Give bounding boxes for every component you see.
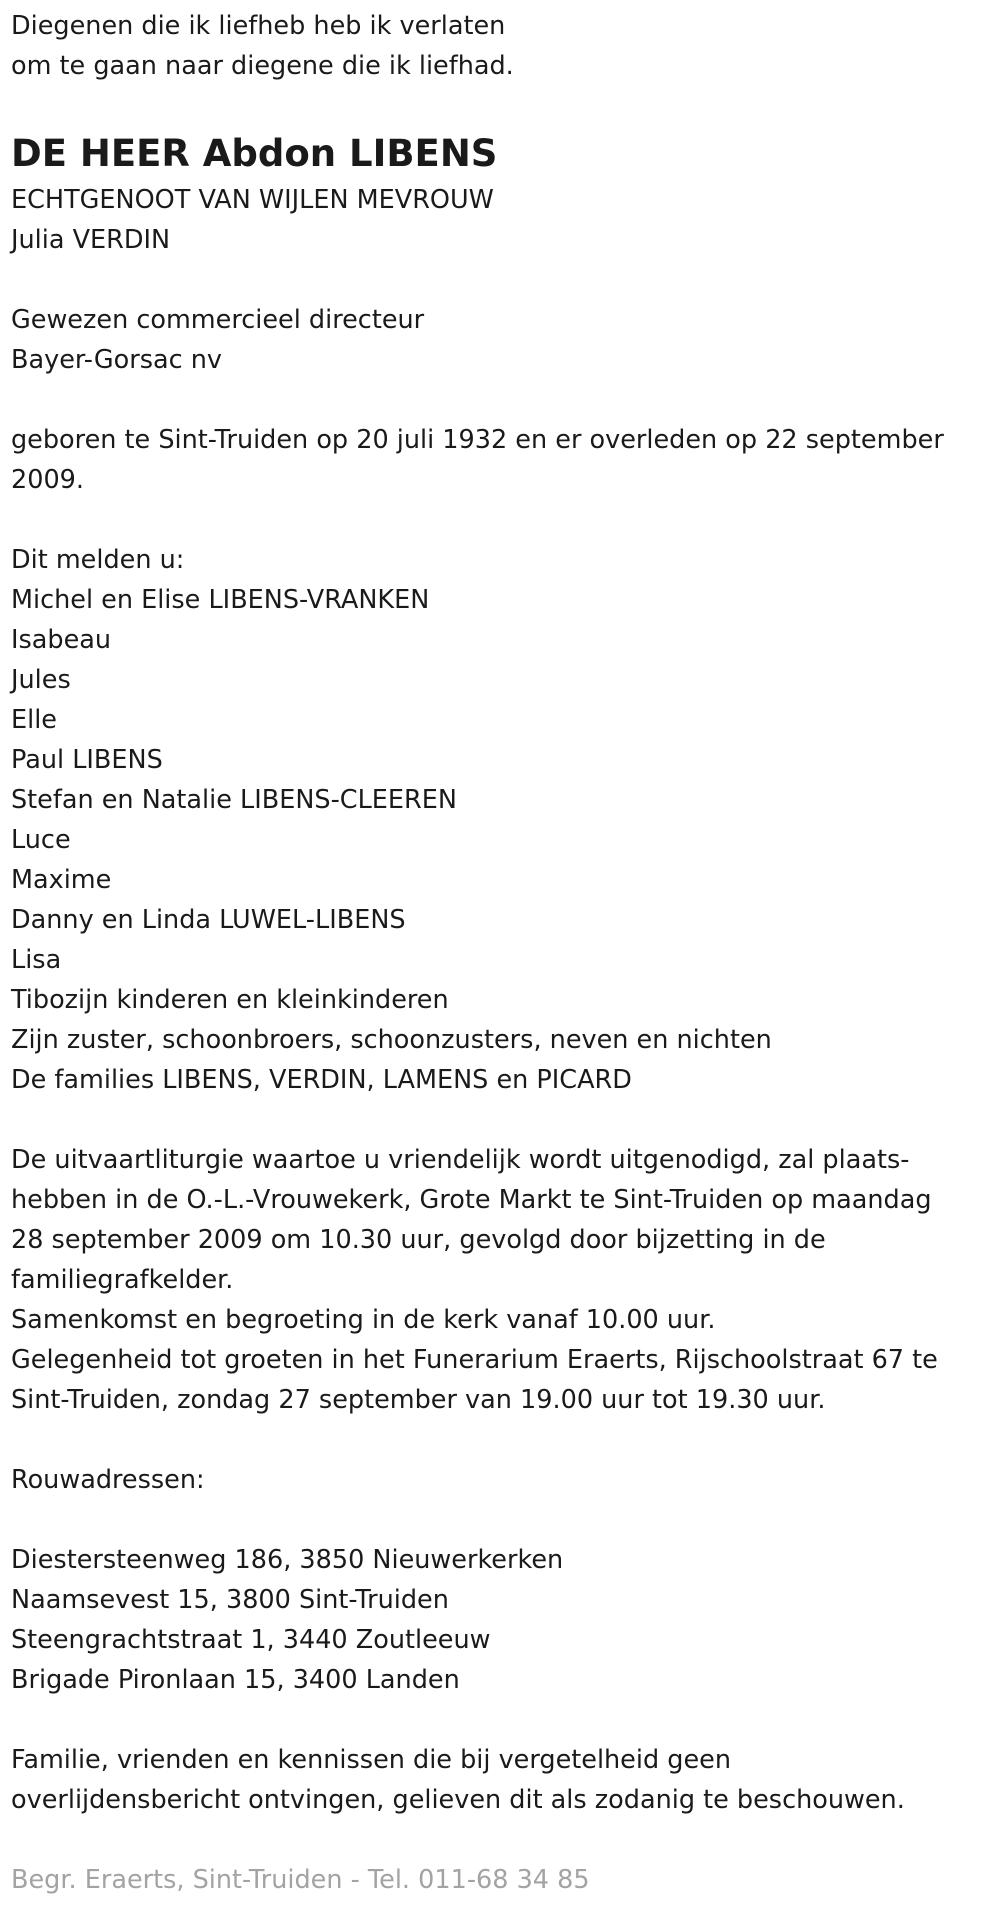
address: Steengrachtstraat 1, 3440 Zoutleeuw (11, 1625, 491, 1655)
announcer: Paul LIBENS (11, 745, 163, 775)
closing-line: Familie, vrienden en kennissen die bij vergetelheid geen (11, 1745, 731, 1775)
spacer (11, 1420, 991, 1460)
announcer: Lisa (11, 945, 62, 975)
ceremony-line: Samenkomst en begroeting in de kerk vanaf 10.00 uur. (11, 1305, 716, 1335)
announcer: Maxime (11, 865, 112, 895)
announcer: Tibozijn kinderen en kleinkinderen (11, 985, 449, 1015)
announcer: Elle (11, 705, 57, 735)
birth-death-line: geboren te Sint-Truiden op 20 juli 1932 en er overleden op 22 september (11, 425, 944, 455)
spouse-line: Julia VERDIN (11, 225, 171, 255)
spouse-block (11, 180, 991, 260)
ceremony-line: Gelegenheid tot groeten in het Funerarium Eraerts, Rijschoolstraat 67 te (11, 1345, 938, 1375)
profession-line: Gewezen commercieel directeur (11, 305, 425, 335)
addresses-title: Rouwadressen: (11, 1465, 205, 1495)
address: Diestersteenweg 186, 3850 Nieuwerkerken (11, 1545, 564, 1575)
addresses-block (11, 1540, 991, 1700)
spacer (11, 500, 991, 540)
ceremony-line: familiegrafkelder. (11, 1265, 234, 1295)
quote-line: om te gaan naar diegene die ik liefhad. (11, 51, 514, 81)
announcer: Danny en Linda LUWEL-LIBENS (11, 905, 406, 935)
announcer: Stefan en Natalie LIBENS-CLEEREN (11, 785, 457, 815)
address: Brigade Pironlaan 15, 3400 Landen (11, 1665, 460, 1695)
opening-quote (11, 6, 991, 86)
birth-death-line: 2009. (11, 465, 85, 495)
undertaker-footer: Begr. Eraerts, Sint-Truiden - Tel. 011-68 34 85 (11, 1865, 590, 1895)
spacer (11, 1100, 991, 1140)
spacer (11, 86, 991, 126)
quote-line: Diegenen die ik liefheb heb ik verlaten (11, 11, 506, 41)
closing-block (11, 1740, 991, 1820)
announcers-block (11, 540, 991, 1100)
deceased-name: DE HEER Abdon LIBENS (11, 132, 498, 175)
ceremony-line: hebben in de O.-L.-Vrouwekerk, Grote Markt te Sint-Truiden op maandag (11, 1185, 932, 1215)
spacer (11, 260, 991, 300)
announcer: Luce (11, 825, 71, 855)
address: Naamsevest 15, 3800 Sint-Truiden (11, 1585, 449, 1615)
announcer: Zijn zuster, schoonbroers, schoonzusters, neven en nichten (11, 1025, 772, 1055)
ceremony-line: De uitvaartliturgie waartoe u vriendelijk wordt uitgenodigd, zal plaats- (11, 1145, 910, 1175)
profession-block (11, 300, 991, 380)
spacer (11, 1700, 991, 1740)
birth-death-block (11, 420, 991, 500)
obituary-page (11, 6, 991, 1900)
closing-line: overlijdensbericht ontvingen, gelieven dit als zodanig te beschouwen. (11, 1785, 905, 1815)
ceremony-block (11, 1140, 991, 1420)
spacer (11, 1500, 991, 1540)
ceremony-line: Sint-Truiden, zondag 27 september van 19.00 uur tot 19.30 uur. (11, 1385, 826, 1415)
announcer: De families LIBENS, VERDIN, LAMENS en PICARD (11, 1065, 632, 1095)
spacer (11, 380, 991, 420)
announcer: Jules (11, 665, 71, 695)
announcer: Isabeau (11, 625, 112, 655)
ceremony-line: 28 september 2009 om 10.30 uur, gevolgd door bijzetting in de (11, 1225, 826, 1255)
spouse-line: ECHTGENOOT VAN WIJLEN MEVROUW (11, 185, 494, 215)
announcer: Michel en Elise LIBENS-VRANKEN (11, 585, 430, 615)
spacer (11, 1820, 991, 1860)
announcers-intro: Dit melden u: (11, 545, 185, 575)
profession-line: Bayer-Gorsac nv (11, 345, 223, 375)
